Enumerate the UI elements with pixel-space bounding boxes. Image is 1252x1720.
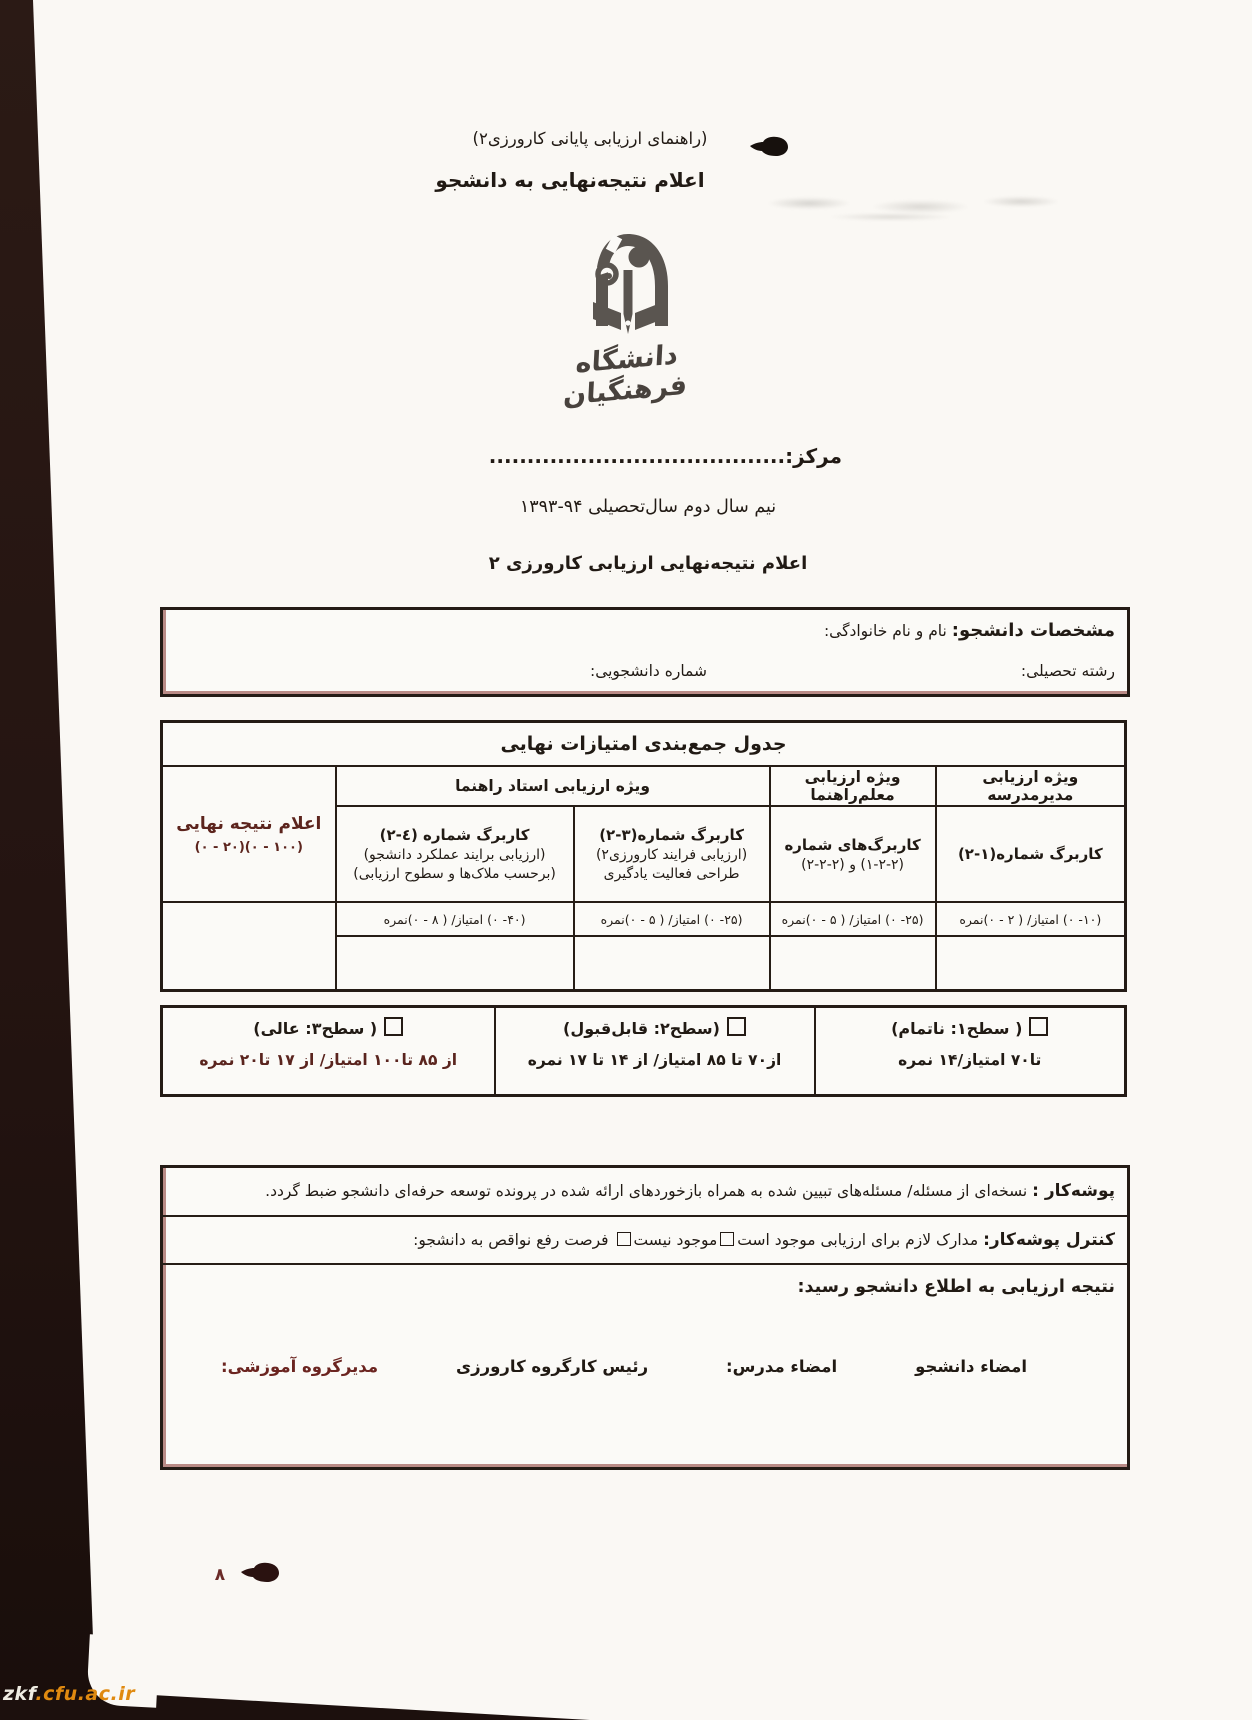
worksheet-mentor-line1: کاربرگ‌های شماره [784, 835, 921, 854]
full-name-label: نام و نام خانوادگی: [823, 622, 952, 640]
result-notice: نتیجه ارزیابی به اطلاع دانشجو رسید: [797, 1277, 1115, 1297]
portfolio-control-row [163, 1217, 1127, 1265]
level2-line [497, 1017, 813, 1038]
col-header-advisor: ویژه ارزیابی استاد راهنما [336, 766, 770, 806]
portfolio-label: پوشه‌کار : [1032, 1181, 1115, 1201]
final-result-title: اعلام نتیجه نهایی [176, 813, 322, 834]
student-no-label: شماره دانشجویی: [589, 662, 707, 680]
docs-unavailable-checkbox[interactable] [617, 1232, 631, 1246]
signature-row [221, 1357, 1027, 1376]
worksheet-product-line3: (برحسب ملاک‌ها و سطوح ارزیابی) [353, 866, 556, 882]
university-name-calligraphy: دانشگاه فرهنگیان [562, 339, 688, 412]
footer-hand-icon [240, 1562, 280, 1584]
pointing-hand-icon [749, 136, 789, 158]
col-header-mentor: ویژه ارزیابی معلم‌راهنما [770, 766, 936, 806]
signature-head: رئیس کارگروه کارورزی [456, 1357, 649, 1376]
final-score-input-cell[interactable] [162, 902, 336, 991]
docs-available-checkbox[interactable] [720, 1232, 734, 1246]
signature-student: امضاء دانشجو [915, 1357, 1027, 1376]
range-principal: (۱۰- ۰) امتیاز/ ( ۲ - ۰)نمره [936, 902, 1126, 936]
student-info-line1 [824, 620, 1115, 641]
announce-title: اعلام نتیجه‌نهایی به دانشجو [435, 168, 705, 192]
watermark-prefix: zkf [3, 1683, 36, 1705]
portfolio-control-label: کنترل پوشه‌کار: [983, 1230, 1115, 1250]
signature-director: مدیرگروه آموزشی: [221, 1357, 379, 1376]
level3-cell [162, 1007, 495, 1096]
worksheet-advisor-process [574, 806, 770, 902]
fix-deadline-label: فرصت رفع نواقص به دانشجو: [413, 1231, 614, 1249]
portfolio-text: نسخه‌ای از مسئله/ مسئله‌های تبیین شده به همراه بازخوردهای ارائه شده در پرونده توسعه حرفه‌ای دانشجو ضبط گردد. [265, 1182, 1033, 1200]
level2-cell [495, 1007, 815, 1096]
scan-binding-strip [0, 0, 110, 1720]
form-title: اعلام نتیجه‌نهایی ارزیابی کارورزی ۲ [488, 553, 808, 574]
worksheet-mentor [770, 806, 936, 902]
semester-line: نیم سال دوم سال‌تحصیلی ۹۴-۱۳۹۳ [519, 497, 777, 517]
worksheet-process-line3: طراحی فعالیت یادگیری [603, 866, 740, 882]
summary-table-title: جدول جمع‌بندی امتیازات نهایی [162, 722, 1126, 767]
result-row [163, 1265, 1127, 1467]
worksheet-process-line2: (ارزیابی فرایند کارورزی۲) [595, 847, 748, 863]
score-input-mentor[interactable] [770, 936, 936, 991]
summary-table [160, 720, 1127, 992]
level1-cell [815, 1007, 1126, 1096]
level2-checkbox[interactable] [727, 1017, 746, 1036]
worksheet-advisor-product [336, 806, 574, 902]
final-result-range: (۱۰۰ - ۰)(۲۰ - ۰) [194, 839, 303, 855]
level2-range: از۷۰ تا ۸۵ امتیاز/ از ۱۴ تا ۱۷ نمره [527, 1051, 782, 1069]
level1-label: ( سطح۱: ناتمام) [891, 1019, 1023, 1038]
level2-label: (سطح۲: قابل‌قبول) [563, 1019, 720, 1038]
level3-checkbox[interactable] [384, 1017, 403, 1036]
level3-range: از ۸۵ تا۱۰۰ امتیاز/ از ۱۷ تا۲۰ نمره [199, 1051, 458, 1069]
worksheet-mentor-line2: (۱-۲-۲) و (۲-۲-۲) [801, 856, 905, 873]
worksheet-principal-line: کاربرگ شماره(۱-۲) [957, 845, 1103, 863]
score-input-advisor-process[interactable] [574, 936, 770, 991]
range-advisor-product: (۴۰- ۰) امتیاز/ ( ۸ - ۰)نمره [336, 902, 574, 936]
docs-available-label: مدارک لازم برای ارزیابی موجود است [737, 1231, 984, 1249]
worksheet-product-line2: (ارزیابی برایند عملکرد دانشجو) [363, 847, 546, 863]
levels-box [160, 1005, 1127, 1097]
university-logo [548, 226, 704, 346]
page-number: ۸ [214, 1565, 226, 1585]
center-line: مرکز:....................................... [488, 444, 842, 468]
score-input-principal[interactable] [936, 936, 1126, 991]
level1-range: تا۷۰ امتیاز/۱۴ نمره [898, 1051, 1042, 1069]
portfolio-row [163, 1168, 1127, 1217]
site-watermark [3, 1683, 135, 1705]
final-result-header [162, 766, 336, 902]
guide-note: (راهنمای ارزیابی پایانی کارورزی۲) [472, 129, 708, 148]
erased-text-smudge [742, 188, 1114, 222]
worksheet-principal [936, 806, 1126, 902]
watermark-suffix: .cfu.ac.ir [35, 1683, 136, 1705]
worksheet-product-line1: کاربرگ شماره (٤-۲) [379, 826, 530, 844]
level1-checkbox[interactable] [1029, 1017, 1048, 1036]
worksheet-process-line1: کاربرگ شماره(۳-۲) [599, 826, 744, 844]
level1-line [817, 1017, 1124, 1038]
student-section-label: مشخصات دانشجو: [951, 620, 1115, 641]
score-input-advisor-product[interactable] [336, 936, 574, 991]
range-advisor-process: (۲۵- ۰) امتیاز/ ( ۵ - ۰)نمره [574, 902, 770, 936]
range-mentor: (۲۵- ۰) امتیاز/ ( ۵ - ۰)نمره [770, 902, 936, 936]
docs-unavailable-label: موجود نیست [633, 1231, 718, 1249]
level3-label: ( سطح۳: عالی) [253, 1019, 378, 1038]
level3-line [164, 1017, 493, 1038]
signature-teacher: امضاء مدرس: [726, 1357, 838, 1376]
col-header-principal: ویژه ارزیابی مدیرمدرسه [936, 766, 1126, 806]
portfolio-result-box [160, 1165, 1130, 1470]
major-label: رشته تحصیلی: [1020, 662, 1115, 680]
student-info-box [160, 607, 1130, 697]
